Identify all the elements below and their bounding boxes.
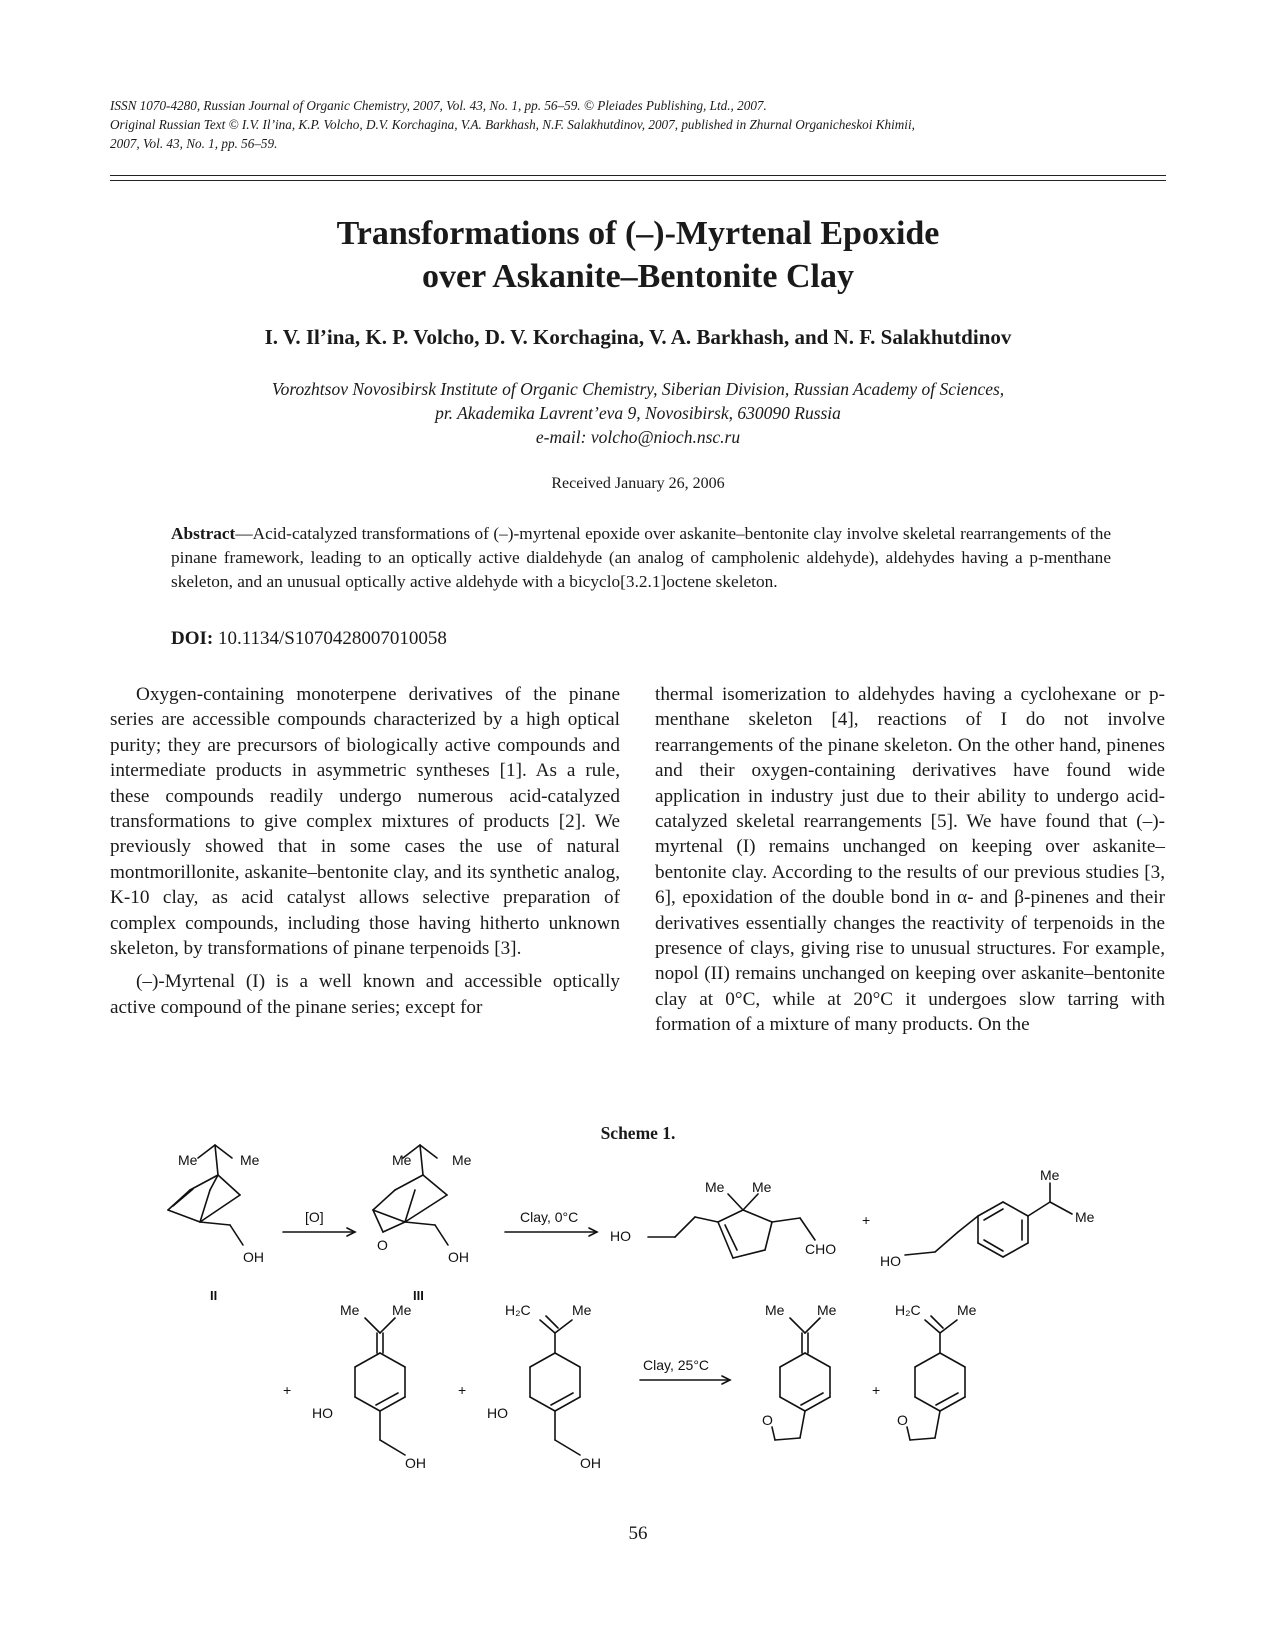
affiliation-email: e-mail: volcho@nioch.nsc.ru (535, 427, 741, 447)
compound-label-ii: II (210, 1288, 218, 1303)
header-line-3: 2007, Vol. 43, No. 1, pp. 56–59. (110, 136, 278, 151)
atom-label: Me (178, 1152, 198, 1168)
atom-label: O (762, 1412, 773, 1428)
atom-label: HO (610, 1228, 631, 1244)
atom-label: O (897, 1412, 908, 1428)
page-number: 56 (628, 1523, 648, 1544)
atom-label: O (377, 1237, 388, 1253)
plus-sign: + (862, 1212, 871, 1228)
title-line-1: Transformations of (–)-Myrtenal Epoxide (336, 215, 940, 252)
atom-label: Me (392, 1152, 412, 1168)
atom-label: OH (405, 1455, 426, 1471)
compound-label-iii: III (413, 1288, 424, 1303)
atom-label: OH (448, 1249, 469, 1265)
product-1-structure (648, 1194, 815, 1258)
header-line-2: Original Russian Text © I.V. Il’ina, K.P. Volcho, D.V. Korchagina, V.A. Barkhash, N.F. Salakhutdinov, 2007, published in Zhurnal Organicheskoi Khimii, (110, 117, 915, 132)
reagent-label: Clay, 0°C (520, 1209, 579, 1225)
atom-label: Me (240, 1152, 260, 1168)
doi-value: 10.1134/S1070428007010058 (213, 628, 447, 649)
header-line-1: ISSN 1070-4280, Russian Journal of Organic Chemistry, 2007, Vol. 43, No. 1, pp. 56–59. © Pleiades Publishing, Ltd., 2007. (110, 98, 767, 113)
abstract-text: —Acid-catalyzed transformations of (–)-myrtenal epoxide over askanite–bentonite clay involve skeletal rearrangements of the pinane framework, leading to an optically active dialdehyde (an analog of campholenic aldehyde), aldehydes having a p-menthane skeleton, and an unusual optically active aldehyde with a bicyclo[3.2.1]octene skeleton. (171, 524, 1111, 591)
atom-label: OH (243, 1249, 264, 1265)
atom-label: Me (1075, 1209, 1095, 1225)
scheme-title: Scheme 1. (600, 1123, 676, 1143)
paragraph: Oxygen-containing monoterpene derivatives of the pinane series are accessible compounds characterized by a high optical purity; they are precursors of biologically active compounds and intermediate products in asymmetric syntheses [1]. As a rule, these compounds readily undergo numerous acid-catalyzed transformations to give complex mixtures of products [2]. We previously showed that in some cases the use of natural montmorillonite, askanite–bentonite clay, and its synthetic analog, K-10 clay, as acid catalyst allows selective preparation of complex compounds, including those having hitherto unknown skeleton, by transformations of pinane terpenoids [3]. (110, 684, 620, 960)
atom-label: Me (1040, 1167, 1060, 1183)
title-line-2: over Askanite–Bentonite Clay (422, 258, 854, 295)
reagent-label: Clay, 25°C (643, 1357, 710, 1373)
plus-sign: + (283, 1382, 292, 1398)
product-3-structure (355, 1318, 405, 1455)
atom-label: Me (752, 1179, 772, 1195)
affiliation-line-1: Vorozhtsov Novosibirsk Institute of Organic Chemistry, Siberian Division, Russian Academy of Sciences, (271, 379, 1005, 399)
product-2-structure (905, 1183, 1072, 1257)
atom-label: Me (705, 1179, 725, 1195)
atom-label: HO (487, 1405, 508, 1421)
affiliation-line-2: pr. Akademika Lavrent’eva 9, Novosibirsk, 630090 Russia (435, 403, 841, 423)
atom-label: Me (340, 1302, 360, 1318)
atom-label: Me (392, 1302, 412, 1318)
product-4-structure (530, 1316, 580, 1455)
plus-sign: + (458, 1382, 467, 1398)
plus-sign: + (872, 1382, 881, 1398)
atom-label: HO (880, 1253, 901, 1269)
atom-label: Me (765, 1302, 785, 1318)
atom-label: Me (452, 1152, 472, 1168)
atom-label: Me (817, 1302, 837, 1318)
abstract-label: Abstract (171, 524, 236, 543)
doi-label: DOI: (171, 628, 214, 649)
atom-label: Me (572, 1302, 592, 1318)
author-list: I. V. Il’ina, K. P. Volcho, D. V. Korchagina, V. A. Barkhash, and N. F. Salakhutdinov (264, 325, 1012, 349)
product-6-structure (907, 1316, 965, 1440)
atom-label: CHO (805, 1241, 837, 1257)
reagent-label: [O] (305, 1209, 324, 1225)
product-5-structure (772, 1318, 830, 1440)
atom-label: Me (957, 1302, 977, 1318)
paragraph: (–)-Myrtenal (I) is a well known and accessible optically active compound of the pinane series; except for (110, 971, 620, 1018)
atom-label: OH (580, 1455, 601, 1471)
atom-label: H₂C (895, 1302, 921, 1318)
atom-label: H₂C (505, 1302, 531, 1318)
atom-label: HO (312, 1405, 333, 1421)
paragraph: thermal isomerization to aldehydes having a cyclohexane or p-menthane skeleton [4], reactions of I do not involve rearrangements of the pinane skeleton. On the other hand, pinenes and their oxygen-containing derivatives have found wide application in industry just due to their ability to undergo acid-catalyzed skeletal rearrangements [5]. We have found that (–)-myrtenal (I) remains unchanged on keeping over askanite–bentonite clay. According to the results of our previous studies [3, 6], epoxidation of the double bond in α- and β-pinenes and their derivatives essentially changes the reactivity of terpenoids in the presence of clays, giving rise to unusual structures. For example, nopol (II) remains unchanged on keeping over askanite–bentonite clay at 0°C, while at 20°C it undergoes slow tarring with formation of a mixture of many products. On the (655, 684, 1165, 1036)
received-date: Received January 26, 2006 (551, 475, 725, 492)
